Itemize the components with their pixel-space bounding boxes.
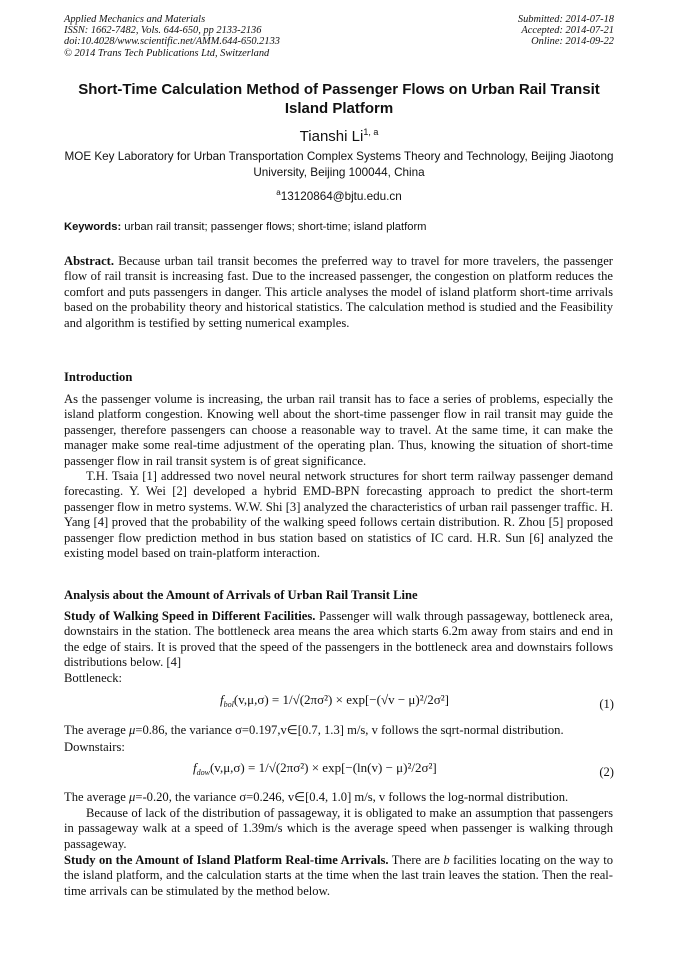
eq2-note-mu: μ	[129, 790, 136, 804]
email-address[interactable]: 13120864@bjtu.edu.cn	[280, 190, 402, 203]
abstract	[64, 254, 613, 331]
abstract-label: Abstract.	[64, 254, 115, 268]
eq1-note-pre: The average	[64, 723, 130, 737]
downstairs-label: Downstairs:	[64, 740, 125, 754]
passageway-text: Because of lack of the distribution of passageway, it is obligated to make an assumption that passengers in passageway walk at a speed of 1.39m/s which is the average speed when passenger is walking through passageway.	[64, 806, 613, 851]
equation-2-number: (2)	[599, 765, 614, 779]
eq1-expression: (v,μ,σ) = 1/√(2πσ²) × exp[−(√v − μ)²/2σ²]	[233, 692, 449, 707]
introduction-heading: Introduction	[64, 370, 133, 384]
arrivals-var-b: b	[443, 853, 450, 867]
arrivals-paragraph	[64, 853, 613, 899]
author-name: Tianshi Li	[299, 128, 364, 145]
equation-1	[220, 692, 449, 713]
journal-header	[64, 14, 280, 59]
analysis-heading: Analysis about the Amount of Arrivals of Urban Rail Transit Line	[64, 588, 418, 602]
eq1-note-rest: =0.86, the variance σ=0.197,v∈[0.7, 1.3] m/s, v follows the sqrt-normal distribution.	[135, 723, 564, 737]
email-line	[64, 186, 614, 204]
intro-paragraph-1: As the passenger volume is increasing, the urban rail transit has to face a series of problems, especially the island platform congestion. Knowing well about the short-time passenger flow in rail transit may guide the passenger, therefore passengers can choose a reasonable way to travel. At the same time, it can make the manager make some real-time adjustment of the operating plan. Thus, knowing the situation of short-time passenger flow in rail transit system is of great significance.	[64, 392, 613, 468]
eq2-note-pre: The average	[64, 790, 130, 804]
walking-speed-text: Passenger will walk through passageway, bottleneck area, downstairs in the station. The bottleneck area means the area which starts 6.2m away from stairs and end in the edge of stairs. It is proved that the speed of the passengers in the bottleneck area and downstairs follows distributions below. [4]	[64, 609, 613, 670]
equation-2	[193, 760, 437, 781]
eq1-function: f	[220, 692, 224, 707]
introduction-body	[64, 392, 613, 561]
eq1-subscript: bol	[223, 700, 234, 709]
paper-title: Short-Time Calculation Method of Passenger Flows on Urban Rail Transit Island Platform	[78, 81, 600, 117]
affiliation: MOE Key Laboratory for Urban Transportation Complex Systems Theory and Technology, Beijing Jiaotong University, Beijing 100044, China	[64, 150, 614, 179]
eq2-note	[64, 790, 613, 805]
arrivals-label: Study on the Amount of Island Platform Real-time Arrivals.	[64, 853, 389, 867]
journal-copyright: © 2014 Trans Tech Publications Ltd, Switzerland	[64, 47, 270, 59]
author-line	[64, 123, 614, 146]
keywords-text: urban rail transit; passenger flows; short-time; island platform	[121, 221, 427, 233]
intro-paragraph-2: T.H. Tsaia [1] addressed two novel neural network structures for short term railway passenger demand forecasting. Y. Wei [2] developed a hybrid EMD-BPN forecasting approach to predict the short-term passenger flow in metro systems. W.W. Shi [3] analyzed the characteristics of urban rail passenger traffic. H. Yang [4] proved that the probability of the walking speed follows certain distribution. R. Zhou [5] proposed passenger flow prediction method in bus station based on statistics of IC card. H.R. Sun [6] analyzed the existing model based on train-platform interaction.	[64, 469, 613, 561]
walking-speed-paragraph	[64, 609, 613, 671]
eq2-function: f	[193, 760, 197, 775]
equation-1-number: (1)	[599, 697, 614, 711]
bottleneck-label: Bottleneck:	[64, 671, 123, 685]
eq2-subscript: dow	[196, 768, 210, 777]
walking-speed-label: Study of Walking Speed in Different Facilities.	[64, 609, 316, 623]
journal-name: Applied Mechanics and Materials	[64, 14, 206, 25]
online-date: Online: 2014-09-22	[531, 36, 614, 48]
submitted-date: Submitted: 2014-07-18	[517, 14, 614, 25]
arrivals-text-pre: There are	[388, 853, 444, 867]
eq1-note	[64, 723, 613, 738]
keywords-label: Keywords:	[64, 221, 122, 233]
dates-header	[518, 14, 614, 48]
accepted-date: Accepted: 2014-07-21	[521, 25, 614, 37]
eq2-note-rest: =-0.20, the variance σ=0.246, v∈[0.4, 1.0] m/s, v follows the log-normal distribution.	[135, 790, 569, 804]
journal-doi: doi:10.4028/www.scientific.net/AMM.644-650.2133	[64, 36, 280, 48]
abstract-text: Because urban tail transit becomes the preferred way to travel for more travelers, the passenger flow of rail transit is increasing fast. Due to the increased passenger, the congestion on platform reduces the comfort and puts passengers in danger. This article analyses the model of island platform short-time arrivals based on the probability theory and historical statistics. The calculation method is studied and the Feasibility and algorithm is testified by setting numerical examples.	[64, 254, 613, 330]
journal-issn: ISSN: 1662-7482, Vols. 644-650, pp 2133-2136	[64, 25, 262, 37]
eq1-note-mu: μ	[129, 723, 136, 737]
eq2-expression: (v,μ,σ) = 1/√(2πσ²) × exp[−(ln(v) − μ)²/2σ²]	[209, 760, 437, 775]
passageway-paragraph	[64, 806, 613, 852]
email-mark: a	[276, 188, 281, 197]
keywords-line	[64, 220, 616, 234]
author-affil-mark: 1, a	[363, 127, 379, 137]
arrivals-text-rest: facilities locating on the way to the island platform, and the calculation starts at the time when the last train leaves the station. Then the real-time arrivals can be stimulated by the method below.	[64, 853, 613, 898]
